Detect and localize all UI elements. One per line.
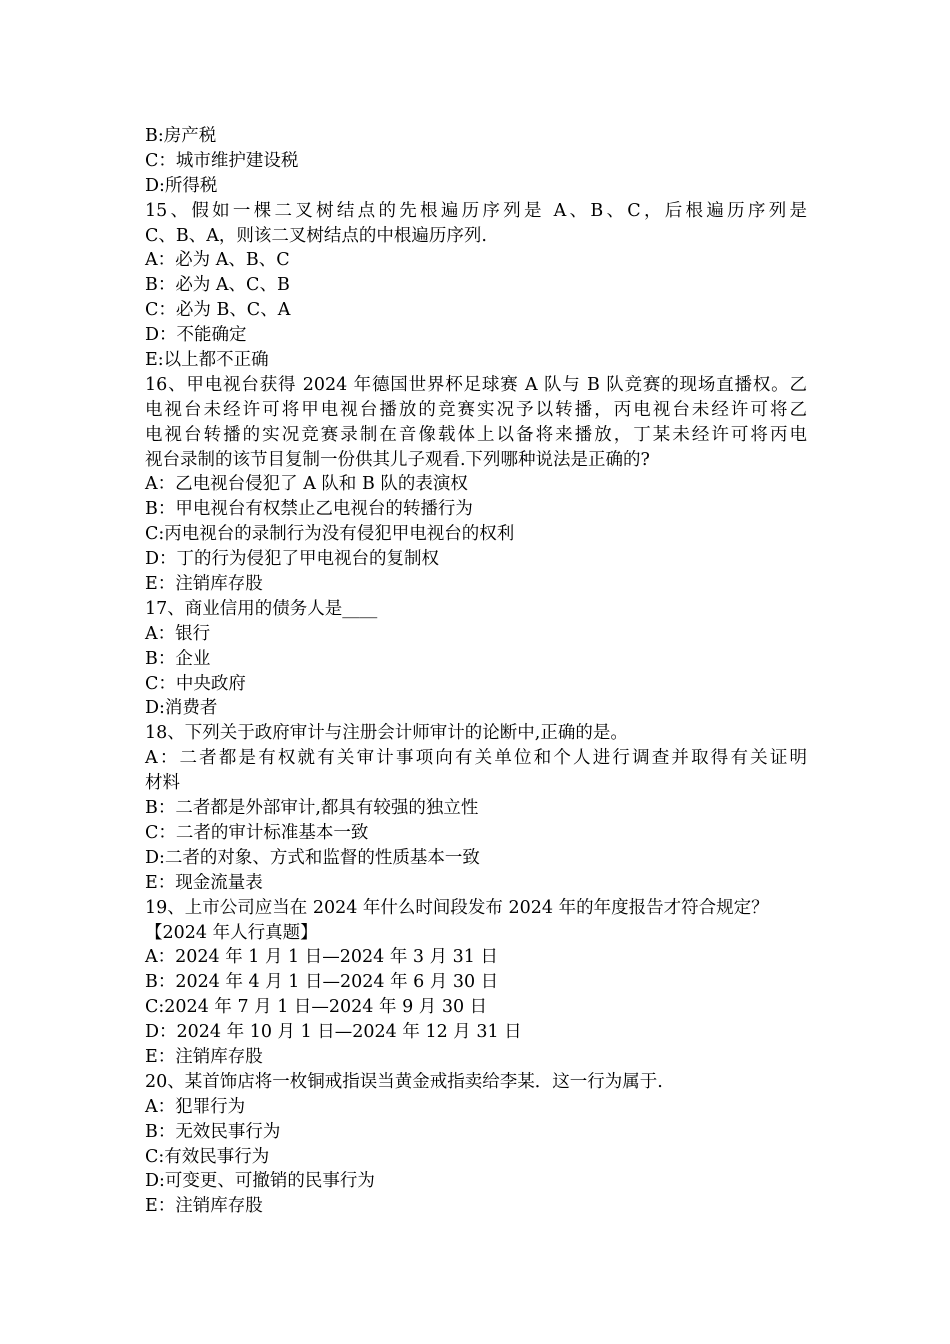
text-line: D：2024 年 10 月 1 日—2024 年 12 月 31 日 [145, 1022, 522, 1043]
text-line: E：注销库存股 [145, 1046, 263, 1067]
text-line: 视台录制的该节目复制一份供其儿子观看.下列哪种说法是正确的? [145, 449, 650, 470]
text-line: 电视台转播的实况竞赛录制在音像载体上以备将来播放，丁某未经许可将丙电 [145, 424, 807, 445]
text-line: B:房产税 [145, 126, 217, 146]
text-line: D：丁的行为侵犯了甲电视台的复制权 [145, 549, 440, 570]
text-line: D:二者的对象、方式和监督的性质基本一致 [145, 847, 480, 868]
text-line: E：现金流量表 [145, 872, 263, 893]
text-line: C:有效民事行为 [145, 1146, 270, 1167]
text-line: C：中央政府 [145, 673, 246, 694]
text-line: E:以上都不正确 [145, 350, 269, 371]
text-line: C:2024 年 7 月 1 日—2024 年 9 月 30 日 [145, 997, 488, 1018]
text-line: A：犯罪行为 [145, 1096, 246, 1117]
text-line: 19、上市公司应当在 2024 年什么时间段发布 2024 年的年度报告才符合规定？ [145, 897, 769, 918]
text-line: A：必为 A、B、C [145, 250, 290, 271]
text-line: C、B、A，则该二叉树结点的中根遍历序列. [145, 225, 487, 246]
text-line: B：甲电视台有权禁止乙电视台的转播行为 [145, 499, 473, 520]
text-line: B：2024 年 4 月 1 日—2024 年 6 月 30 日 [145, 972, 499, 993]
text-line: D:消费者 [145, 698, 218, 719]
text-line: D：不能确定 [145, 325, 247, 346]
text-line: C:丙电视台的录制行为没有侵犯甲电视台的权利 [145, 524, 515, 545]
text-line: 15、假如一棵二叉树结点的先根遍历序列是 A、B、C，后根遍历序列是 [145, 200, 807, 221]
text-line: E：注销库存股 [145, 1196, 263, 1217]
text-line: A：2024 年 1 月 1 日—2024 年 3 月 31 日 [145, 947, 499, 968]
text-line: 材料 [145, 773, 180, 794]
text-line: B：二者都是外部审计,都具有较强的独立性 [145, 798, 479, 819]
text-line: B：无效民事行为 [145, 1121, 281, 1142]
text-line: C：必为 B、C、A [145, 300, 291, 321]
text-line: A：乙电视台侵犯了 A 队和 B 队的表演权 [145, 474, 468, 495]
text-line: C：城市维护建设税 [145, 150, 299, 171]
text-line: 电视台未经许可将甲电视台播放的竞赛实况予以转播，丙电视台未经许可将乙 [145, 399, 807, 420]
text-line: 20、某首饰店将一枚铜戒指误当黄金戒指卖给李某．这一行为属于. [145, 1071, 663, 1092]
text-line: A：银行 [145, 623, 211, 644]
text-line: C：二者的审计标准基本一致 [145, 822, 369, 843]
text-line: 16、甲电视台获得 2024 年德国世界杯足球赛 A 队与 B 队竞赛的现场直播权。乙 [145, 374, 807, 395]
text-line: D:可变更、可撤销的民事行为 [145, 1171, 375, 1192]
text-line: 【2024 年人行真题】 [145, 922, 318, 943]
text-line: E：注销库存股 [145, 574, 263, 595]
document-page [145, 124, 807, 1219]
text-line: D:所得税 [145, 175, 218, 196]
text-line: B：必为 A、C、B [145, 275, 290, 296]
text-line: B：企业 [145, 648, 211, 669]
text-line: 17、商业信用的债务人是____ [145, 598, 378, 619]
text-line: A：二者都是有权就有关审计事项向有关单位和个人进行调查并取得有关证明 [145, 748, 807, 769]
text-line: 18、下列关于政府审计与注册会计师审计的论断中,正确的是。 [145, 723, 628, 744]
